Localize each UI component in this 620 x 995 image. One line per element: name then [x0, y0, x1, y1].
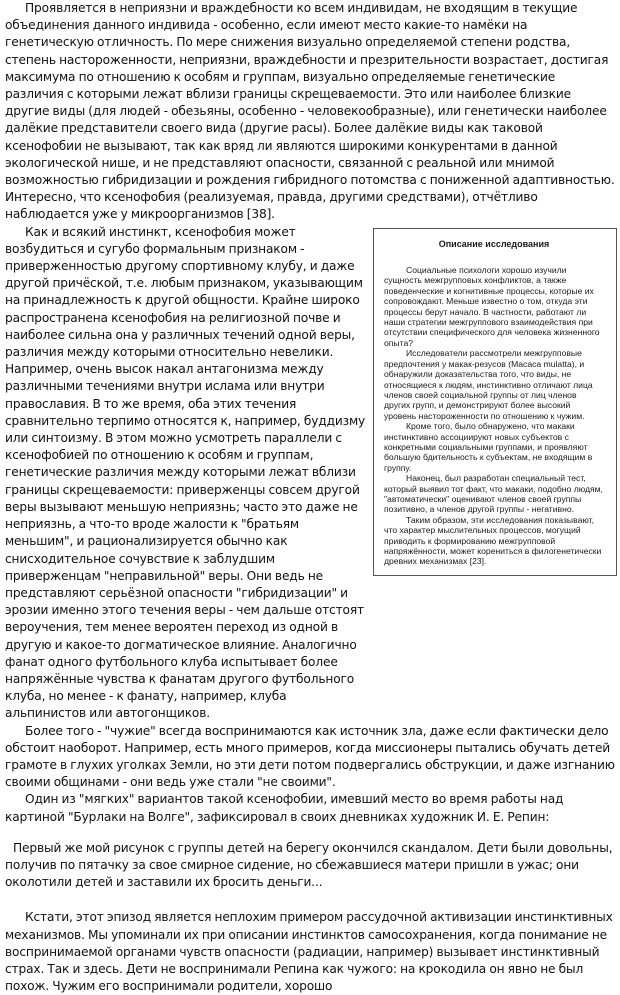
two-column-section [5, 224, 615, 792]
sidebar-paragraph: Таким образом, эти исследования показывают, что характер мыслительных процессов, могущий приводить к формированию межгрупповой напряжённости, может корениться в филогенетически древних механизмах [23]. [384, 514, 602, 567]
sidebar-title: Описание исследования [438, 238, 550, 249]
repin-quote [5, 840, 615, 892]
sidebar-paragraph: Исследователи рассмотрели межгрупповые предпочтения у макак-резусов (Macaca mulatta), и обнаружили доказательства того, что виды, не относящиеся к людям, инстинктивно отличают лица членов своей социальной группы от лиц членов других групп, и демонстрируют более высокий уровень настороженности по отношению к чужим. [384, 348, 593, 421]
quote-paragraph: Первый же мой рисунок с группы детей на берегу окончился скандалом. Дети были довольны, получив по пятачку за свое смирное сидение, но сбежавшиеся матери пришли в ужас; они околотили детей и заставили их бросить деньги... [5, 840, 613, 890]
strangers-evil-paragraph: Более того - "чужие" всегда воспринимаются как источник зла, даже если фактически дело обстоит наоборот. Например, есть много примеров, когда миссионеры пытались обучать детей грамоте в глухих уголках Земли, но эти дети потом подвергались обструкции, и даже изгнанию своими общинами - они ведь уже стали "не своими". [5, 723, 615, 790]
spacer [5, 891, 615, 909]
research-description-box [373, 228, 617, 576]
sidebar-paragraph: Наконец, был разработан специальный тест, который выявил тот факт, что макаки, подобно людям, "автоматически" оценивают членов своей группы позитивно, а членов другой группы - негативно. [384, 473, 603, 515]
xenophobia-formal-paragraph: Как и всякий инстинкт, ксенофобия может возбудиться и сугубо формальным признаком - приверженностью другому спортивному клубу, и даже другой причёской, т.е. любым признаком, указывающим на принадлежность к другой общности. Крайне широко распространена ксенофобия на религиозной почве и наиболее сильна она у различных течений одной веры, различия между которыми относительно невелики. Например, очень высок накал антагонизма между различными течениями внутри ислама или внутри православия. В то же время, оба этих течения сравнительно терпимо относятся к, например, буддизму или синтоизму. В этом можно усмотреть параллели с ксенофобией по отношению к особям и группам, генетические различия между которыми лежат вблизи границы скрещеваемости: приверженцы совсем другой веры вызывают меньшую неприязнь; часто это даже не неприязнь, а что-то вроде жалости к "братьям меньшим", и рационализируется обычно как снисходительное сочувствие к заблудшим приверженцам "неправильной" веры. Они ведь не представляют серьёзной опасности "гибридизации" и эрозии именно этого течения веры - чем дальше отстоят вероучения, тем менее вероятен переход из одной в другую и какое-то догматическое влияние. Аналогично фанат одного футбольного клуба испытывает более напряжённые чувства к фанатам другого футбольного клуба, но менее - к фанату, например, клуба альпинистов или автогонщиков. [5, 224, 366, 721]
sidebar-paragraph: Социальные психологи хорошо изучили сущность межгрупповых конфликтов, а также поведенческие и когнитивные процессы, которые их сопровождают. Меньше известно о том, откуда эти процессы берут начало. В частности, работают ли наши стратегии межгруппового взаимодействия при отсутствии специфического для человека жизненного опыта? [384, 265, 600, 348]
repin-paragraph: Один из "мягких" вариантов такой ксенофобии, имевший место во время работы над картиной "Бурлаки на Волге", зафиксировал в своих дневниках художник И. Е. Репин: [5, 792, 564, 824]
sidebar-paragraph: Кроме того, было обнаружено, что макаки инстинктивно ассоциируют новых субъектов с конкретными социальными группами, и проявляют большую бдительность к субъектам, не входящим в группу. [384, 421, 593, 473]
intro-paragraph: Проявляется в неприязни и враждебности ко всем индивидам, не входящим в текущие объединения данного индивида - особенно, если имеют место какие-то намёки на генетическую отличность. По мере снижения визуально определяемой степени родства, степень настороженности, неприязни, враждебности и презрительности возрастает, достигая максимума по отношению к особям и группам, визуально определяемые генетические различия с которыми лежат вблизи границы скрещеваемости. Это или наиболее близкие другие виды (для людей - обезьяны, особенно - человекообразные), или генетически наиболее далёкие представители своего вида (другие расы). Более далёкие виды как таковой ксенофобии не вызывают, так как вряд ли являются широкими конкурентами в данной экологической нише, и не представляют опасности, связанной с реальной или мнимой возможностью гибридизации и рождения гибридного потомства с пониженной адаптивностью. Интересно, что ксенофобия (реализуемая, правда, другими средствами), отчётливо наблюдается уже у микроорганизмов [38]. [5, 1, 615, 222]
final-paragraph: Кстати, этот эпизод является неплохим примером рассудочной активизации инстинктивных механизмов. Мы упоминали их при описании инстинктов самосохранения, когда понимание не воспринимаемой органами чувств опасности (радиации, например) вызывает инстинктивный страх. Так и здесь. Дети не воспринимали Репина как чужого: на крокодила он явно не был похож. Чужим его воспринимали родители, хорошо [5, 910, 613, 994]
